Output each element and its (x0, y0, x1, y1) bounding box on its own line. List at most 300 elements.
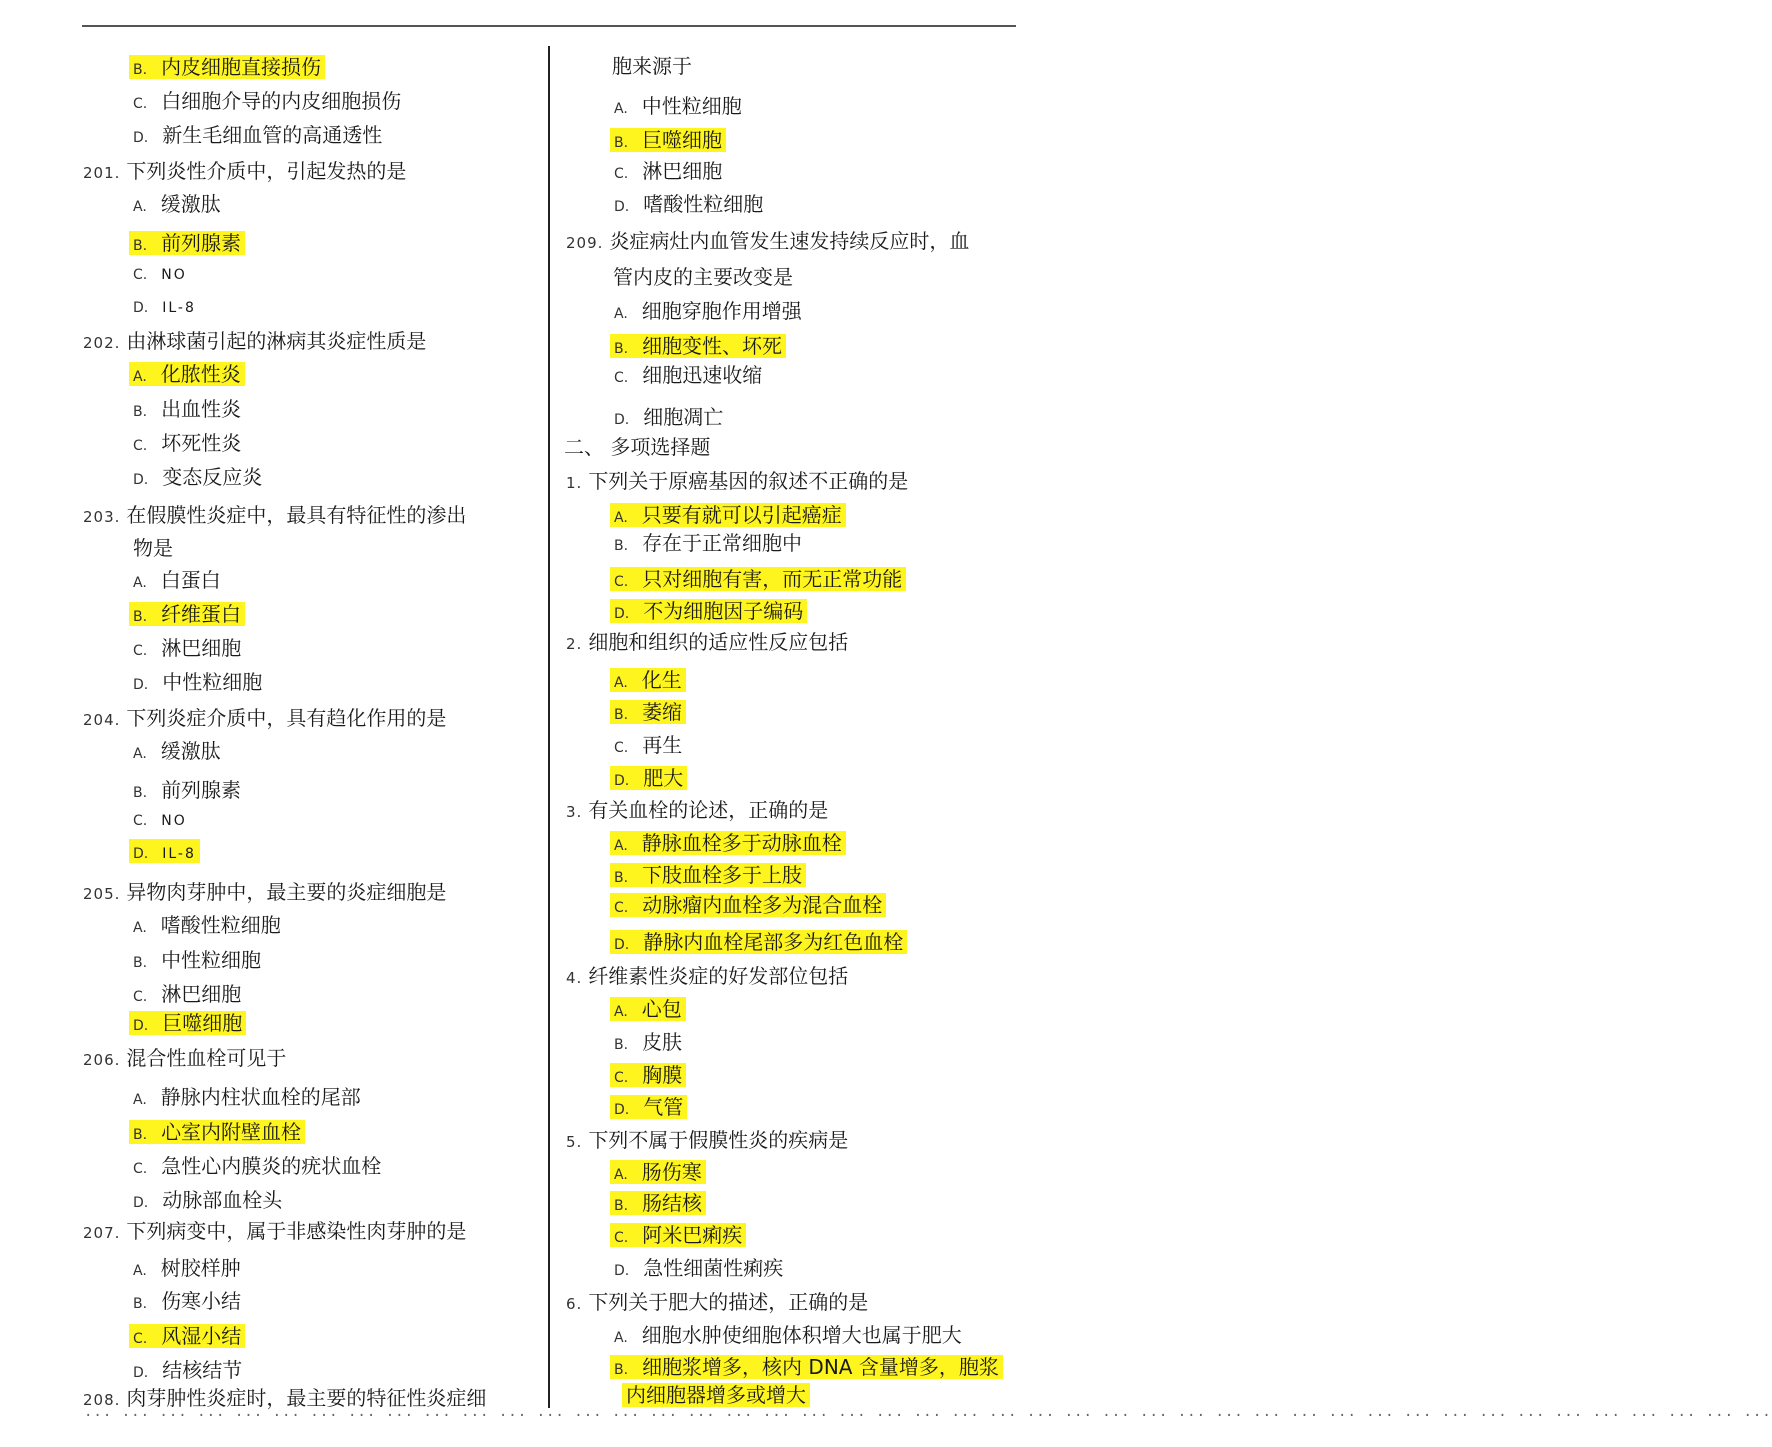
answer-option (614, 665, 686, 695)
answer-option (133, 910, 281, 940)
option-letter: B. (133, 404, 148, 420)
option-letter: C. (614, 370, 629, 386)
highlighted-answer (610, 334, 786, 358)
option-text: 细胞水肿使细胞体积增大也属于肥大 (641, 1323, 962, 1347)
question-number: 4. (566, 969, 583, 987)
highlighted-answer (129, 1120, 305, 1144)
option-text: 嗜酸性粒细胞 (643, 192, 764, 216)
highlighted-answer (129, 1011, 246, 1035)
option-text: 静脉内柱状血栓的尾部 (160, 1085, 361, 1109)
question-number: 204. (83, 711, 121, 729)
question-209 (566, 226, 969, 256)
option-text: 心室内附壁血栓 (161, 1120, 302, 1144)
continuation-text: 物是 (133, 536, 173, 560)
option-letter: B. (614, 538, 629, 554)
answer-option (133, 359, 245, 389)
option-letter: A. (614, 1330, 628, 1346)
answer-option (614, 156, 722, 186)
answer-option (133, 667, 262, 697)
question-number: 1. (566, 474, 583, 492)
option-text: 动脉瘤内血栓多为混合血栓 (642, 893, 883, 917)
option-letter: B. (614, 135, 629, 151)
option-letter: C. (133, 267, 148, 283)
footer-dots: ··· ··· ··· ··· ··· ··· ··· ··· ··· ··· ··· ··· ··· ··· ··· ··· ··· ··· ··· ··· ··· ··· ··· ··· ··· ··· ··· ··· ··· ··· ··· ··· ··· ··· ··· ··· ··· ··· ··· ··· ··· ··· ··· ··· ··· (84, 1408, 1772, 1424)
highlighted-answer (610, 997, 686, 1021)
question-number: 209. (566, 234, 604, 252)
option-text: 肠伤寒 (641, 1160, 702, 1184)
option-letter: D. (133, 472, 149, 488)
option-text: 化脓性炎 (160, 362, 241, 386)
answer-option (133, 836, 200, 866)
highlighted-answer (610, 503, 846, 527)
answer-body (614, 94, 742, 118)
highlighted-answer (610, 930, 907, 954)
answer-option (133, 979, 241, 1009)
option-letter: D. (133, 846, 149, 862)
answer-option (133, 228, 245, 258)
option-text: 树胶样肿 (160, 1256, 241, 1280)
option-letter: C. (614, 166, 629, 182)
answer-option (133, 257, 187, 287)
option-text: 风湿小结 (161, 1324, 242, 1348)
option-letter: C. (614, 900, 629, 916)
question-207 (83, 1216, 466, 1246)
option-letter: A. (614, 101, 628, 117)
question-3 (566, 795, 828, 825)
option-letter: A. (133, 575, 147, 591)
answer-body (614, 405, 723, 429)
answer-option (614, 927, 907, 957)
answer-option (614, 91, 742, 121)
question-continuation (626, 1380, 810, 1410)
answer-body (614, 1030, 682, 1054)
highlighted-answer (610, 1355, 1003, 1379)
answer-body (133, 778, 241, 802)
question-206 (83, 1043, 286, 1073)
answer-option (614, 860, 806, 890)
option-text: 白细胞介导的内皮细胞损伤 (161, 89, 402, 113)
option-letter: A. (133, 920, 147, 936)
highlighted-answer (610, 599, 807, 623)
option-letter: D. (133, 130, 149, 146)
answer-option (133, 394, 241, 424)
option-text: 肠结核 (642, 1191, 703, 1215)
option-text: 阿米巴痢疾 (642, 1223, 743, 1247)
option-text: 化生 (641, 668, 682, 692)
answer-option (614, 564, 906, 594)
question-continuation (613, 262, 793, 292)
option-letter: C. (133, 813, 148, 829)
answer-option (614, 360, 762, 390)
option-text: 静脉血栓多于动脉血栓 (641, 831, 842, 855)
answer-option (133, 86, 401, 116)
question-text: 由淋球菌引起的淋病其炎症性质是 (126, 329, 427, 353)
answer-option (133, 1286, 241, 1316)
option-letter: B. (614, 870, 629, 886)
question-continuation (133, 533, 173, 563)
option-letter: D. (614, 937, 630, 953)
option-text: 再生 (642, 733, 683, 757)
option-text: 急性细菌性痢疾 (643, 1256, 784, 1280)
answer-body (133, 89, 401, 113)
section-heading (564, 432, 710, 462)
answer-option (133, 803, 187, 833)
option-text: IL-8 (162, 846, 196, 862)
option-letter: D. (133, 1018, 149, 1034)
column-divider (548, 46, 550, 1408)
option-text: 中性粒细胞 (162, 670, 263, 694)
answer-body (133, 192, 221, 216)
answer-option (614, 402, 723, 432)
answer-body (133, 636, 241, 660)
question-text: 有关血栓的论述，正确的是 (588, 798, 829, 822)
option-text: 新生毛细血管的高通透性 (162, 123, 383, 147)
highlighted-answer (610, 128, 726, 152)
option-text: 细胞凋亡 (643, 405, 724, 429)
option-text: 中性粒细胞 (161, 948, 262, 972)
answer-option (133, 52, 325, 82)
option-letter: C. (614, 1230, 629, 1246)
section-title: 二、 多项选择题 (564, 435, 711, 459)
option-text: NO (161, 267, 187, 283)
answer-option (133, 775, 241, 805)
answer-option (614, 1092, 687, 1122)
option-letter: B. (614, 341, 629, 357)
option-letter: D. (133, 1365, 149, 1381)
answer-option (614, 1157, 706, 1187)
answer-body (133, 1188, 282, 1212)
answer-option (614, 1320, 962, 1350)
option-text: 心包 (641, 997, 682, 1021)
option-text: 巨噬细胞 (162, 1011, 243, 1035)
option-letter: B. (133, 609, 148, 625)
option-text: 缓激肽 (160, 739, 221, 763)
option-text: 出血性炎 (161, 397, 242, 421)
highlighted-answer (129, 839, 200, 863)
question-204 (83, 703, 446, 733)
question-text: 下列炎症介质中，具有趋化作用的是 (126, 706, 447, 730)
answer-option (133, 1082, 361, 1112)
question-205 (83, 877, 446, 907)
answer-body (133, 1358, 242, 1382)
answer-body (133, 293, 196, 317)
answer-option (133, 120, 382, 150)
option-text: 纤维蛋白 (161, 602, 242, 626)
question-4 (566, 961, 848, 991)
question-number: 5. (566, 1133, 583, 1151)
answer-body (133, 260, 187, 284)
option-text: 气管 (643, 1095, 684, 1119)
answer-body (133, 913, 281, 937)
question-text: 肉芽肿性炎症时，最主要的特征性炎症细 (126, 1386, 487, 1410)
option-text: 缓激肽 (160, 192, 221, 216)
option-text: 胸膜 (642, 1063, 683, 1087)
option-letter: C. (133, 96, 148, 112)
answer-body (614, 192, 763, 216)
answer-body (133, 1256, 241, 1280)
answer-option (133, 1321, 245, 1351)
answer-option (614, 1220, 746, 1250)
option-text: 巨噬细胞 (642, 128, 723, 152)
option-text: 只要有就可以引起癌症 (641, 503, 842, 527)
option-letter: C. (133, 643, 148, 659)
answer-option (614, 596, 807, 626)
answer-option (614, 697, 686, 727)
highlighted-answer (610, 1191, 706, 1215)
answer-option (133, 462, 262, 492)
answer-option (133, 290, 196, 320)
option-letter: A. (614, 838, 628, 854)
answer-option (614, 1060, 686, 1090)
question-6 (566, 1287, 868, 1317)
question-number: 201. (83, 164, 121, 182)
answer-option (614, 1027, 682, 1057)
highlighted-answer (610, 567, 906, 591)
answer-body (133, 123, 382, 147)
answer-option (614, 730, 682, 760)
answer-body (133, 397, 241, 421)
question-number: 207. (83, 1224, 121, 1242)
question-text: 下列关于原癌基因的叙述不正确的是 (588, 469, 909, 493)
answer-option (133, 1151, 381, 1181)
answer-body (133, 948, 261, 972)
option-text: 前列腺素 (161, 778, 242, 802)
answer-option (614, 890, 886, 920)
answer-body (614, 299, 802, 323)
option-text: 嗜酸性粒细胞 (160, 913, 281, 937)
option-text: 变态反应炎 (162, 465, 263, 489)
option-letter: B. (133, 785, 148, 801)
answer-body (614, 1323, 962, 1347)
option-text: 细胞迅速收缩 (642, 363, 763, 387)
option-letter: D. (614, 773, 630, 789)
option-text: 只对细胞有害，而无正常功能 (642, 567, 903, 591)
option-text: 结核结节 (162, 1358, 243, 1382)
answer-option (614, 296, 802, 326)
option-letter: D. (614, 412, 630, 428)
option-letter: A. (133, 746, 147, 762)
option-letter: C. (133, 1331, 148, 1347)
question-203 (83, 500, 466, 530)
question-5 (566, 1125, 848, 1155)
question-text: 下列不属于假膜性炎的疾病是 (588, 1128, 849, 1152)
highlighted-answer (129, 602, 245, 626)
question-text: 下列炎性介质中，引起发热的是 (126, 159, 407, 183)
highlighted-answer (129, 231, 245, 255)
answer-option (133, 565, 221, 595)
option-letter: C. (614, 740, 629, 756)
option-letter: C. (133, 1161, 148, 1177)
answer-option (614, 528, 802, 558)
answer-option (614, 1352, 1003, 1382)
option-letter: C. (614, 1070, 629, 1086)
option-letter: A. (614, 1167, 628, 1183)
answer-body (133, 431, 241, 455)
question-text: 在假膜性炎症中，最具有特征性的渗出 (126, 503, 467, 527)
option-letter: B. (614, 1362, 629, 1378)
answer-body (133, 982, 241, 1006)
answer-option (614, 189, 763, 219)
option-text: 细胞穿胞作用增强 (641, 299, 802, 323)
option-letter: C. (133, 989, 148, 1005)
answer-option (614, 828, 846, 858)
answer-option (133, 736, 221, 766)
answer-option (614, 125, 726, 155)
option-text: 坏死性炎 (161, 431, 242, 455)
answer-option (614, 1188, 706, 1218)
option-letter: A. (614, 675, 628, 691)
option-text: IL-8 (162, 300, 196, 316)
question-number: 3. (566, 803, 583, 821)
highlighted-answer (610, 893, 886, 917)
highlighted-answer (610, 1095, 687, 1119)
continuation-text: 管内皮的主要改变是 (613, 265, 793, 289)
option-text: 前列腺素 (161, 231, 242, 255)
highlighted-answer (129, 55, 325, 79)
answer-option (133, 1185, 282, 1215)
question-201 (83, 156, 406, 186)
question-text: 纤维素性炎症的好发部位包括 (588, 964, 849, 988)
highlighted-answer (129, 1324, 245, 1348)
answer-body (614, 363, 762, 387)
option-letter: C. (614, 574, 629, 590)
answer-body (614, 531, 802, 555)
option-letter: A. (614, 1004, 628, 1020)
answer-option (133, 1253, 241, 1283)
continuation-text: 胞来源于 (612, 54, 692, 78)
option-letter: D. (133, 300, 149, 316)
answer-option (133, 1117, 305, 1147)
option-letter: D. (614, 606, 630, 622)
question-number: 208. (83, 1391, 121, 1409)
answer-option (133, 428, 241, 458)
highlighted-answer (610, 863, 806, 887)
question-202 (83, 326, 426, 356)
question-continuation (612, 51, 692, 81)
option-text: NO (161, 813, 187, 829)
option-letter: D. (614, 1263, 630, 1279)
option-text: 不为细胞因子编码 (643, 599, 804, 623)
question-text: 下列病变中，属于非感染性肉芽肿的是 (126, 1219, 467, 1243)
option-text: 萎缩 (642, 700, 683, 724)
question-number: 2. (566, 635, 583, 653)
option-text: 白蛋白 (160, 568, 221, 592)
option-text: 下肢血栓多于上肢 (642, 863, 803, 887)
option-letter: B. (133, 238, 148, 254)
option-text: 细胞变性、坏死 (642, 334, 783, 358)
answer-body (133, 806, 187, 830)
option-letter: D. (614, 1102, 630, 1118)
option-letter: B. (614, 1037, 629, 1053)
option-letter: B. (133, 955, 148, 971)
option-letter: B. (614, 707, 629, 723)
highlighted-answer (610, 831, 846, 855)
option-letter: D. (133, 677, 149, 693)
highlighted-answer (610, 668, 686, 692)
option-text: 淋巴细胞 (161, 636, 242, 660)
option-text: 动脉部血栓头 (162, 1188, 283, 1212)
option-text: 急性心内膜炎的疣状血栓 (161, 1154, 382, 1178)
answer-body (133, 1154, 381, 1178)
highlighted-answer (610, 1223, 746, 1247)
option-text: 中性粒细胞 (641, 94, 742, 118)
highlighted-answer (610, 1063, 686, 1087)
option-text: 伤寒小结 (161, 1289, 242, 1313)
answer-option (133, 633, 241, 663)
option-letter: B. (614, 1198, 629, 1214)
top-rule (82, 25, 1016, 27)
question-text: 混合性血栓可见于 (126, 1046, 287, 1070)
answer-option (614, 763, 687, 793)
option-text: 皮肤 (642, 1030, 683, 1054)
option-letter: A. (133, 369, 147, 385)
answer-body (133, 670, 262, 694)
answer-option (133, 945, 261, 975)
option-letter: B. (133, 1296, 148, 1312)
question-2 (566, 627, 848, 657)
answer-body (614, 1256, 783, 1280)
question-text: 细胞和组织的适应性反应包括 (588, 630, 849, 654)
question-number: 205. (83, 885, 121, 903)
highlighted-answer (610, 766, 687, 790)
answer-body (614, 159, 722, 183)
option-letter: A. (614, 306, 628, 322)
answer-body (133, 1085, 361, 1109)
option-text: 淋巴细胞 (161, 982, 242, 1006)
answer-option (133, 1355, 242, 1385)
highlighted-answer (610, 700, 686, 724)
question-text: 炎症病灶内血管发生速发持续反应时，血 (609, 229, 970, 253)
option-letter: A. (614, 510, 628, 526)
option-letter: C. (133, 438, 148, 454)
answer-option (614, 994, 686, 1024)
highlighted-answer (610, 1160, 706, 1184)
option-letter: B. (133, 62, 148, 78)
question-text: 下列关于肥大的描述，正确的是 (588, 1290, 869, 1314)
answer-body (133, 1289, 241, 1313)
option-letter: A. (133, 1263, 147, 1279)
option-text: 肥大 (643, 766, 684, 790)
option-text: 内皮细胞直接损伤 (161, 55, 322, 79)
option-letter: A. (133, 1092, 147, 1108)
option-letter: A. (133, 199, 147, 215)
answer-body (133, 465, 262, 489)
question-number: 203. (83, 508, 121, 526)
answer-option (133, 1008, 246, 1038)
answer-option (614, 500, 846, 530)
option-text: 淋巴细胞 (642, 159, 723, 183)
answer-option (614, 331, 786, 361)
option-letter: D. (614, 199, 630, 215)
option-text: 静脉内血栓尾部多为红色血栓 (643, 930, 904, 954)
highlighted-answer (129, 362, 245, 386)
question-number: 206. (83, 1051, 121, 1069)
question-number: 6. (566, 1295, 583, 1313)
question-text: 异物肉芽肿中，最主要的炎症细胞是 (126, 880, 447, 904)
question-number: 202. (83, 334, 121, 352)
answer-option (614, 1253, 783, 1283)
option-letter: B. (133, 1127, 148, 1143)
answer-body (133, 568, 221, 592)
question-1 (566, 466, 908, 496)
answer-option (133, 599, 245, 629)
answer-body (614, 733, 682, 757)
answer-body (133, 739, 221, 763)
option-text: 存在于正常细胞中 (642, 531, 803, 555)
answer-option (133, 189, 221, 219)
option-text: 细胞浆增多，核内 DNA 含量增多，胞浆 (642, 1355, 999, 1379)
continuation-text: 内细胞器增多或增大 (622, 1383, 810, 1407)
